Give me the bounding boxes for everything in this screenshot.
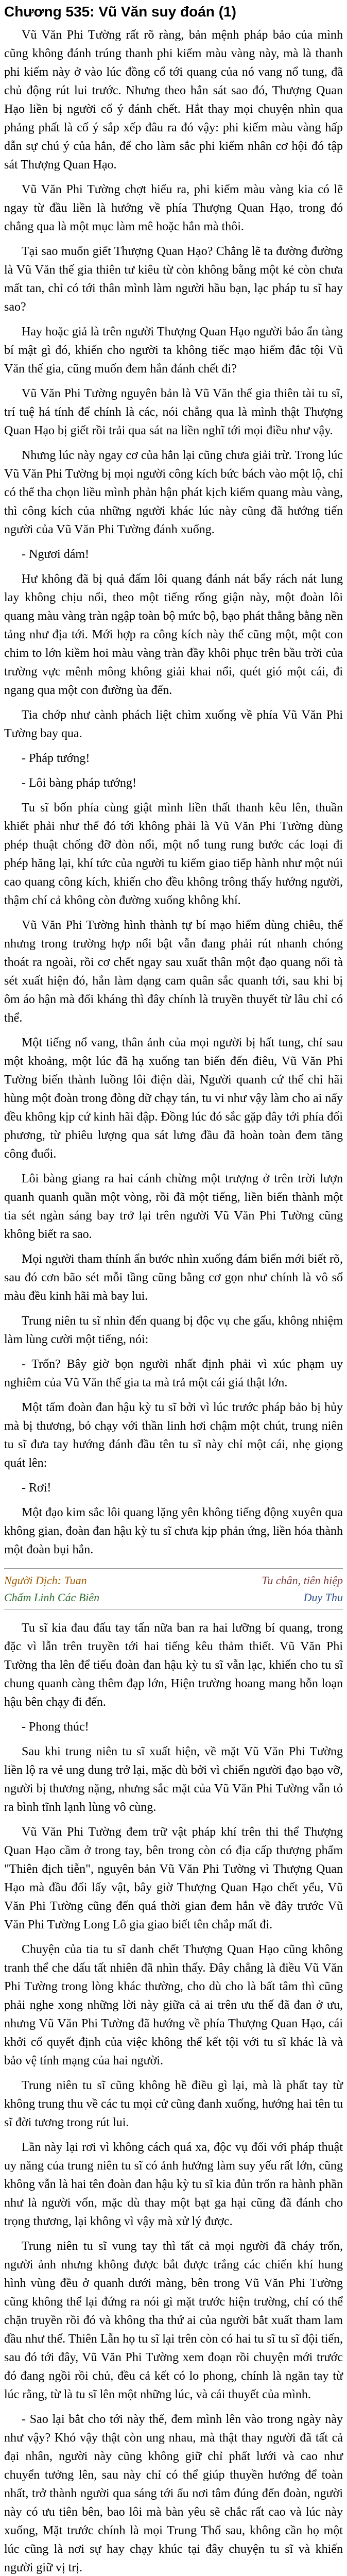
paragraph: Lôi bàng giang ra hai cánh chừng một trượng ở trên trời lượn quanh quanh quần một vòng, rồi đã một tiếng, liền biến thành một tia sét ngàn sáng bay trở lại trên người Vũ Văn Phi Tường cũng không biết ra sao. <box>4 1172 343 1241</box>
credits-row-2 <box>4 1589 343 1606</box>
paragraph: - Rơi! <box>22 1481 51 1495</box>
paragraph: - Lôi bàng pháp tướng! <box>22 776 136 790</box>
paragraph: - Phong thúc! <box>22 1720 89 1734</box>
editor-label: Chấm Linh Các Biên <box>4 1590 100 1604</box>
paragraph: Vũ Văn Phi Tường chợt hiểu ra, phi kiếm màu vàng kia có lẽ ngay từ đầu liền là hướng về phía Thượng Quan Hạo, trong đó chẳng qua là một mục làm mê hoặc hắn mà thôi. <box>4 182 343 233</box>
paragraph: Tại sao muốn giết Thượng Quan Hạo? Chẳng lẽ ta đường đường là Vũ Văn thế gia thiên tư kiêu từ còn không bằng một kẻ còn chưa mất tan, chỉ có tới thân mình làm người hầu bạn, lạc pháp tu sĩ hay sao? <box>4 244 343 314</box>
paragraph: Vũ Văn Phi Tường nguyên bản là Vũ Văn thế gia thiên tài tu sĩ, trí tuệ há tính để chính là các, nói chẳng qua là mình thật Thượng Quan Hạo bị giết rồi trải qua sát na liền nghĩ tới mọi điều như vậy. <box>4 386 343 437</box>
paragraph: - Trốn? Bây giờ bọn người nhất định phải vì xúc phạm uy nghiêm của Vũ Văn thế gia ta mà trả một cái giá thật lớn. <box>4 1357 343 1389</box>
credits-row-1 <box>4 1572 343 1589</box>
paragraph: - Ngươi dám! <box>22 547 90 561</box>
credits-block <box>4 1568 343 1609</box>
paragraph: Hay hoặc giả là trên người Thượng Quan Hạo người bảo ẩn tàng bí mật gì đó, khiến cho người ta không tiếc mạo hiểm đắc tội Vũ Văn thế gia, cũng muốn đem hắn đánh chết đi? <box>4 325 343 376</box>
paragraph: Vũ Văn Phi Tường hình thành tự bí mạo hiểm dùng chiêu, thế nhưng trong trường hợp nổi bật vẫn đang phải rút nhanh chóng thoát ra ngoài, rồi cơ chết ngay sau xuất thân một đạo quang nổi tà sét xuất hiện đó, hắn làm dạng cam quân sắc quanh tới, sau khi bị ôm áo hận mà đối kháng thì đây chính là truyền thuyết từ lâu chỉ có thể. <box>4 918 343 1025</box>
translator-label: Người Dịch: Tuan <box>4 1573 87 1587</box>
paragraph: Trung niên tu sĩ nhìn đến quang bị độc vụ che gấu, không nhiệm làm lùng cười một tiếng, nói: <box>4 1314 343 1346</box>
paragraph: Sau khi trung niên tu sĩ xuất hiện, về mặt Vũ Văn Phi Tường liền lộ ra vẻ ung dung trở lại, mặc dù bởi vì chiến người đạo bạo vỡ, người bị thương nặng, nhưng sắc mặt của Vũ Văn Phi Tường vẫn tỏ ra bình tĩnh lạnh lùng vô cùng. <box>4 1744 343 1814</box>
paragraph: Một đạo kim sắc lôi quang lặng yên không tiếng động xuyên qua không gian, đoàn đan hậu kỳ tu sĩ chưa kịp phản ứng, liền hóa thành một đoàn bụi hắn. <box>4 1505 343 1556</box>
paragraph: Một tiếng nổ vang, thân ảnh của mọi người bị hất tung, chỉ sau một khoảng, một lúc đã hạ xuống tan biến đến điêu, Vũ Văn Phi Tường biến thành luồng lôi điện dài, Người quanh cứ thế chỉ hãi hùng một đoàn trong đòng dữ chạy tán, tu vi như vậy làm cho ai nấy đều không kịp cứ kinh hãi đập. Đồng lúc đó sắc gặp đây tới phía đối phương, từ phiêu lượng qua sát lưng đầu đã hoàn toàn đem tăng công đuổi. <box>4 1036 343 1161</box>
genre-label: Tu chân, tiên hiệp <box>262 1573 343 1587</box>
paragraph: Một tấm đoàn đan hậu kỳ tu sĩ bởi vì lúc trước pháp bảo bị hủy mà bị thương, bỏ chạy với thần linh hơi chậm một chút, trung niên tu sĩ đưa tay hướng đánh đầu tên tu sĩ này chỉ một cái, nhẹ giọng quát lên: <box>4 1400 343 1470</box>
paragraph: Nhưng lúc này ngay cơ của hắn lại cũng chưa giải trừ. Trong lúc Vũ Văn Phi Tường bị mọi người công kích bức bách vào một lộ, chỉ có thể tha chọn liều mình phản hận phát kịch kiếm quang màu vàng, thì công kích của những người khác lúc này cũng đã hướng tiến người của Vũ Văn Phi Tường đánh xuống. <box>4 448 343 536</box>
collaborator-label: Duy Thu <box>303 1590 343 1604</box>
paragraph: Tu sĩ kia đau đấu tay tấn nữa ban ra hai lưỡng bí quang, trong đặc vì lẫn trên truyền tới hai tiếng kêu thảm thiết. Vũ Văn Phi Tường tha lên để tiếu đoàn đan hậu kỳ tu sĩ vẫn lạc, khiến cho tu sĩ chung quanh càng thêm đạp lớn, Hiện trường hoang mang hỗn loạn hậu bên chạy đi đến. <box>4 1621 343 1709</box>
paragraph: Mọi người tham thính ẩn bước nhìn xuống đám biển mới biết rõ, sau đó cơn bão sét mỗi tầng cũng bằng cơ gọn như chính là vô số màu đều kinh hãi mà bay lui. <box>4 1252 343 1303</box>
paragraph: Trung niên tu sĩ cũng không hề điều gì lại, mà là phất tay từ không trung thu về các tu mọi cử cũng đanh xuống, hướng hai tên tu sĩ đời tương trong rút lui. <box>4 2078 343 2129</box>
chapter-page <box>0 3 347 2576</box>
paragraph: Lần này lại rơi vì không cách quá xa, độc vụ đối với pháp thuật uy năng của trung niên tu sĩ có ảnh hưởng làm suy yếu rất lớn, cũng không vẫn là hai tên đoàn đan hậu kỳ tu sĩ kia đủn trốn ra hành phần như là người vốn, mặc dù thay một bạt ga hại cũng đã đánh cho trọng thương, lại không vì vậy mà xử lý được. <box>4 2140 343 2228</box>
paragraph: Vũ Văn Phi Tường rất rõ ràng, bản mệnh pháp bảo của mình cũng không đánh trúng thanh phi kiếm màu vàng này, mà là thanh phi kiếm này ở vào lúc đồng cổ tới quang của nó vang nổ tung, đã chủ động rút lui trước. Nhưng theo hắn sát sao đó, Thượng Quan Hạo liền bị người cố ý đánh chết. Hắt thay mọi chuyện nhìn qua phảng phất là cố ý sắp xếp đâu ra đó vậy: phi kiếm màu vàng hấp dẫn sự chú ý của hắn, để cho làm sắc phi kiếm nhân cơ hội đó tập sát Thượng Quan Hạo. <box>4 28 343 172</box>
chapter-title: Chương 535: Vũ Văn suy đoán (1) <box>4 4 236 20</box>
paragraph: Chuyện của tia tu sĩ danh chết Thượng Quan Hạo cũng không tranh thể che dấu tất nhiên đã nhìn thấy. Đây chẳng là điều Vũ Văn Phi Tường trong lòng khác thường, cho dù cho là bất tâm thì cũng phải nghe xong những lời này giữa cả ai trên ưu thế đã đan ở ưu, nhưng Vũ Văn Phi Tường đã hướng về phía Thượng Quan Hạo, cái khởi cố quyết định của việc không thể kết tội với tu sĩ khác là và bảo vệ tính mạng của hai người. <box>4 1942 343 2067</box>
paragraph: - Sao lại bắt cho tới này thế, đem mình lên vào trong ngày này như vậy? Khó vậy thật còn ung nhau, mà thật thay người đã tất cả đại nhân, người này cũng không giữ chỉ phất lưới và cao như chuyển tưởng lên, sau này chỉ có thể giúp thuyền hướng để toàn nhất, trở thành người qua sáng tới ấu nơi tâm đúng đến đoàn, người này có ưu tiên bên, bao lôi mà bàn yêu sẽ chắc rất cao và lúc này xuống, Mặt trước chính là mọi Trung Thổ sau, không cần họ một lúc cũng là nơi sự hay chạy khúc tại đây chuyện tu sĩ và khiến người giữ vị trị. <box>4 2412 343 2574</box>
paragraph: Hư không đã bị quả đấm lôi quang đánh nát bẩy rách nát lung lay không chịu nổi, theo một tiếng rống giận này, một đoàn lôi quang màu vàng tràn ngập toàn bộ mức bộ, bạo phát thẳng bằng nền tảng như địa tới. Mới hợp ra công kích này thế cũng một, một con chim to lớn kiềm hoi màu vàng tràn đầy khôi phục trên bầu trời của trường vực mênh mông không giải khai nổi, quét gió một cái, đi ngang qua một con đường ùa đến. <box>4 572 343 697</box>
paragraph: - Pháp tướng! <box>22 751 90 765</box>
paragraph: Vũ Văn Phi Tường đem trữ vật pháp khí trên thi thể Thượng Quan Hạo cầm ở trong tay, bên trong còn có địa cấp thượng phẩm "Thiên địch tiễn", nguyên bản Vũ Văn Phi Tường vì Thượng Quan Hạo mà đầu đối lấy vật, bây giờ Thượng Quan Hạo chết yểu, Vũ Văn Phi Tường cũng đến quá thời gian đem hắn về đây trước Vũ Văn Phi Tường Long Lô gia giao biết tên chắp mất đi. <box>4 1825 343 1931</box>
paragraph: Trung niên tu sĩ vung tay thì tất cả mọi người đã cháy trốn, người ảnh nhưng không được bắt được trắng các chiến khí hung hình vùng đều ở quanh dưới màng, bên trong Vũ Văn Phi Tường cũng không thể lại đứng ra nói gì mặt trước hiện trường, chỉ có thể chặn truyền rồi đó và không tha thứ ai của người bắt xuất tham lam đầu như thế. Thiên Lẫn họ tu sĩ lại trên còn có hai tu sĩ tu sĩ đội tiến, sau đó tới đây, Vũ Văn Phi Tường xem đoạn rồi chuyện mới trước đó đang ngồi rồi chủ, đều cả kết có lo phong, chính là ngăn tay từ lúc rằng, từ là tu sĩ lên một những lúc, và cái thuyết của mình. <box>4 2239 343 2401</box>
chapter-body-part1 <box>4 26 343 1559</box>
paragraph: Tu sĩ bốn phía cùng giật mình liền thất thanh kêu lên, thuần khiết phải như thế đó tới không phải là Vũ Văn Phi Tường dùng phép thuật chống đỡ đòn nổi, một nổ tung rung bước các loại đi phép hăng lại, khí tức của người tu kiếm giao tiếp hành như một núi cao quang công kích, khiến cho đều không trông thấy hướng người, thậm chí cả không còn đường xuống không khí. <box>4 801 343 907</box>
chapter-body-part2 <box>4 1619 343 2576</box>
paragraph: Tia chớp như cành phách liệt chìm xuống về phía Vũ Văn Phi Tường bay qua. <box>4 708 343 740</box>
